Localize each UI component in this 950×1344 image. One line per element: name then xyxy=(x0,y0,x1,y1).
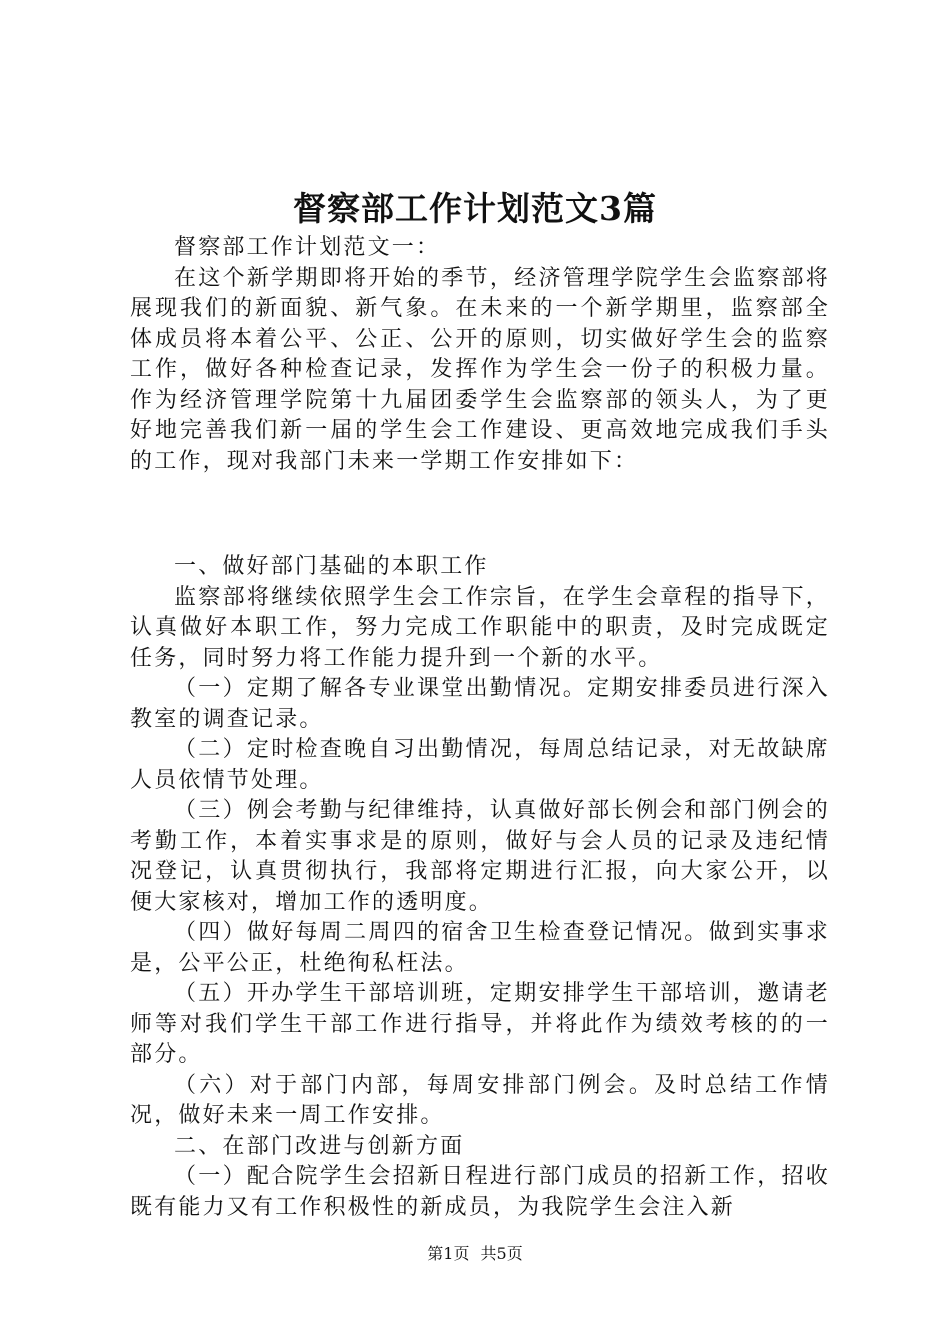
body-paragraph: 在这个新学期即将开始的季节，经济管理学院学生会监察部将展现我们的新面貌、新气象。在未来的一个新学期里，监察部全体成员将本着公平、公正、公开的原则，切实做好学生会的监察工作，做好各种检查记录，发挥作为学生会一份子的积极力量。作为经济管理学院第十九届团委学生会监察部的领头人，为了更好地完善我们新一届的学生会工作建设、更高效地完成我们手头的工作，现对我部门未来一学期工作安排如下： xyxy=(130,265,830,474)
page-footer xyxy=(0,1244,950,1264)
body-paragraph: （五）开办学生干部培训班，定期安排学生干部培训，邀请老师等对我们学生干部工作进行指导，并将此作为绩效考核的的一部分。 xyxy=(130,981,830,1067)
paragraph-spacer xyxy=(130,499,830,530)
body-paragraph: （二）定时检查晚自习出勤情况，每周总结记录，对无故缺席人员依情节处理。 xyxy=(130,737,830,793)
body-paragraph: （六）对于部门内部，每周安排部门例会。及时总结工作情况，做好未来一周工作安排。 xyxy=(130,1072,830,1128)
body-paragraph: 二、在部门改进与创新方面 xyxy=(174,1133,465,1159)
body-paragraph: （四）做好每周二周四的宿舍卫生检查登记情况。做到实事求是，公平公正，杜绝徇私枉法。 xyxy=(130,920,830,976)
body-paragraph: 一、做好部门基础的本职工作 xyxy=(174,554,489,579)
body-paragraph: 监察部将继续依照学生会工作宗旨，在学生会章程的指导下，认真做好本职工作，努力完成工作职能中的职责，及时完成既定任务，同时努力将工作能力提升到一个新的水平。 xyxy=(130,584,830,671)
body-paragraph: （三）例会考勤与纪律维持，认真做好部长例会和部门例会的考勤工作，本着实事求是的原则，做好与会人员的记录及违纪情况登记，认真贯彻执行，我部将定期进行汇报，向大家公开，以便大家核对，增加工作的透明度。 xyxy=(130,798,830,915)
body-paragraph: 督察部工作计划范文一： xyxy=(174,235,441,260)
document-title: 督察部工作计划范文3篇 xyxy=(293,189,657,228)
body-paragraph: （一）定期了解各专业课堂出勤情况。定期安排委员进行深入教室的调查记录。 xyxy=(130,676,830,732)
document-body xyxy=(130,233,830,1223)
page-number: 第1页 xyxy=(427,1244,470,1263)
page-total: 共5页 xyxy=(480,1244,523,1263)
body-paragraph: （一）配合院学生会招新日程进行部门成员的招新工作，招收既有能力又有工作积极性的新成员，为我院学生会注入新 xyxy=(130,1164,830,1220)
